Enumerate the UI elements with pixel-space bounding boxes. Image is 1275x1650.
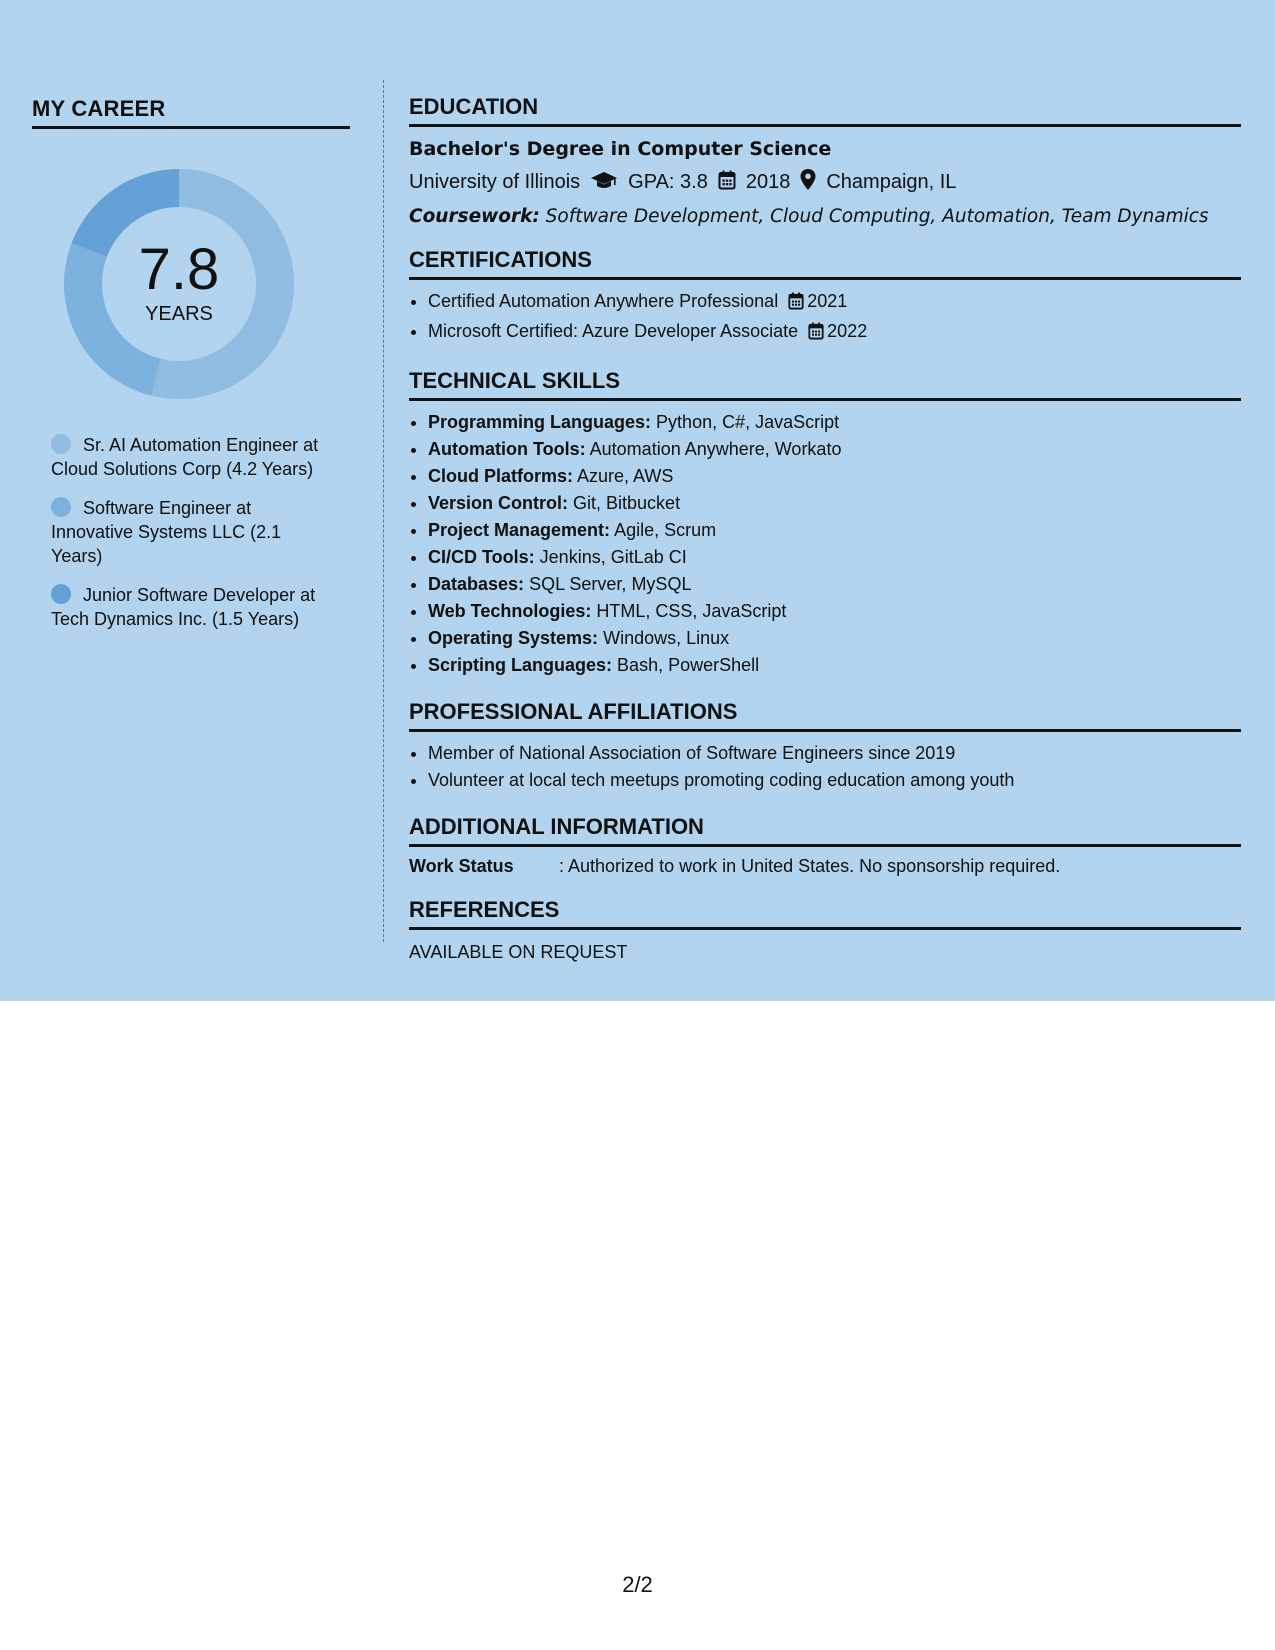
column-divider — [383, 80, 384, 942]
affiliations-list — [409, 740, 1241, 794]
skill-value: Python, C#, JavaScript — [656, 412, 840, 432]
coursework — [409, 206, 1241, 227]
skill-item — [428, 436, 1241, 463]
legend-dot — [51, 584, 71, 604]
certification-year: 2022 — [827, 321, 868, 341]
affiliations-section — [409, 699, 1241, 794]
references-section — [409, 897, 1241, 963]
career-column — [32, 96, 350, 646]
certification-name: Microsoft Certified: Azure Developer Associate — [428, 321, 799, 341]
education-details — [409, 169, 1241, 196]
certification-name: Certified Automation Anywhere Professional — [428, 291, 779, 311]
calendar-icon — [788, 291, 804, 318]
additional-title: ADDITIONAL INFORMATION — [409, 814, 1241, 847]
affiliation-item: • Volunteer at local tech meetups promoting coding education among youth — [428, 767, 1241, 794]
skill-item — [428, 490, 1241, 517]
certifications-list — [409, 288, 1241, 348]
skill-item — [428, 625, 1241, 652]
education-section — [409, 94, 1241, 227]
skill-item — [428, 517, 1241, 544]
location-pin-icon — [800, 169, 816, 196]
career-legend-item — [51, 433, 336, 481]
calendar-icon — [718, 170, 736, 196]
career-legend-item — [51, 583, 336, 631]
skill-value: Bash, PowerShell — [617, 655, 760, 675]
skill-label: Automation Tools: — [428, 439, 586, 459]
legend-label: Software Engineer at Innovative Systems LLC (2.1 Years) — [51, 498, 282, 566]
skills-title: TECHNICAL SKILLS — [409, 368, 1241, 401]
total-years-value: 7.8 — [138, 237, 220, 302]
career-title: MY CAREER — [32, 96, 350, 129]
skill-label: Programming Languages: — [428, 412, 652, 432]
certifications-section — [409, 247, 1241, 348]
skill-value: Jenkins, GitLab CI — [539, 547, 687, 567]
skill-item — [428, 544, 1241, 571]
skill-label: Version Control: — [428, 493, 569, 513]
legend-dot — [51, 434, 71, 454]
affiliation-item: • Member of National Association of Software Engineers since 2019 — [428, 740, 1241, 767]
affiliations-title: PROFESSIONAL AFFILIATIONS — [409, 699, 1241, 732]
skill-item — [428, 409, 1241, 436]
education-location: Champaign, IL — [826, 171, 957, 193]
skill-value: Windows, Linux — [603, 628, 730, 648]
work-status-value: : Authorized to work in United States. No sponsorship required. — [559, 856, 1061, 876]
work-status-label: Work Status — [409, 856, 514, 876]
degree-name: Bachelor's Degree in Computer Science — [409, 138, 832, 160]
skill-label: Scripting Languages: — [428, 655, 613, 675]
skill-value: HTML, CSS, JavaScript — [596, 601, 787, 621]
skill-value: Azure, AWS — [577, 466, 674, 486]
skills-list — [409, 409, 1241, 679]
coursework-value: Software Development, Cloud Computing, Automation, Team Dynamics — [545, 206, 1209, 227]
skill-label: Web Technologies: — [428, 601, 592, 621]
skill-label: Operating Systems: — [428, 628, 599, 648]
skill-item — [428, 463, 1241, 490]
legend-label: Junior Software Developer at Tech Dynamics Inc. (1.5 Years) — [51, 585, 316, 629]
legend-label: Sr. AI Automation Engineer at Cloud Solutions Corp (4.2 Years) — [51, 435, 319, 479]
main-column — [409, 94, 1241, 963]
certification-item — [428, 318, 1241, 348]
references-text: AVAILABLE ON REQUEST — [409, 942, 628, 962]
certification-item — [428, 288, 1241, 318]
skill-label: Databases: — [428, 574, 525, 594]
calendar-icon — [808, 321, 824, 348]
coursework-label: Coursework: — [409, 206, 540, 227]
skill-value: Automation Anywhere, Workato — [589, 439, 842, 459]
total-years-unit: YEARS — [145, 303, 213, 325]
certifications-title: CERTIFICATIONS — [409, 247, 1241, 280]
skill-value: SQL Server, MySQL — [529, 574, 692, 594]
skill-label: Project Management: — [428, 520, 611, 540]
skill-label: CI/CD Tools: — [428, 547, 535, 567]
career-legend-item — [51, 496, 336, 568]
skill-value: Git, Bitbucket — [573, 493, 681, 513]
graduation-cap-icon — [590, 171, 618, 195]
career-legend — [32, 433, 350, 631]
skills-section — [409, 368, 1241, 679]
certification-year: 2021 — [807, 291, 848, 311]
school-name: University of Illinois — [409, 171, 581, 193]
career-donut-chart — [64, 169, 294, 399]
skill-item — [428, 652, 1241, 679]
additional-section — [409, 814, 1241, 877]
references-title: REFERENCES — [409, 897, 1241, 930]
gpa-value: GPA: 3.8 — [628, 171, 708, 193]
graduation-year: 2018 — [745, 171, 791, 193]
legend-dot — [51, 497, 71, 517]
skill-value: Agile, Scrum — [614, 520, 717, 540]
page-number: 2/2 — [622, 1572, 653, 1597]
skill-item — [428, 598, 1241, 625]
work-status-row — [409, 856, 1241, 877]
skill-item — [428, 571, 1241, 598]
skill-label: Cloud Platforms: — [428, 466, 574, 486]
education-title: EDUCATION — [409, 94, 1241, 127]
